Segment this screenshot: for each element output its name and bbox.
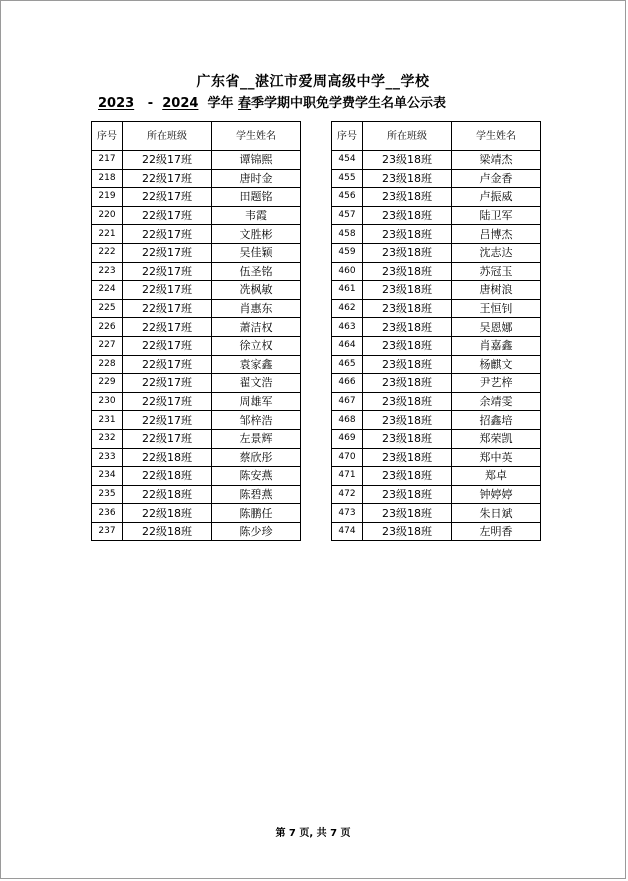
table-row: [92, 299, 301, 318]
student-name-cell: 沈志达: [452, 243, 541, 262]
class-cell: 22级17班: [123, 374, 212, 393]
class-cell: 23级18班: [363, 485, 452, 504]
document-subtitle: [98, 92, 446, 111]
table-row: [332, 522, 541, 541]
table-row: [92, 504, 301, 523]
serial-cell: 226: [92, 318, 123, 337]
header-serial: 序号: [332, 122, 363, 151]
serial-cell: 459: [332, 243, 363, 262]
serial-cell: 467: [332, 392, 363, 411]
serial-cell: 218: [92, 169, 123, 188]
table-row: [92, 374, 301, 393]
class-cell: 23级18班: [363, 188, 452, 207]
year-start: 2023: [98, 96, 135, 111]
student-name-cell: 苏冠玉: [452, 262, 541, 281]
class-cell: 22级18班: [123, 448, 212, 467]
class-cell: 23级18班: [363, 355, 452, 374]
serial-cell: 468: [332, 411, 363, 430]
serial-cell: 457: [332, 206, 363, 225]
student-table-right: [331, 121, 541, 541]
class-cell: 23级18班: [363, 522, 452, 541]
serial-cell: 229: [92, 374, 123, 393]
header-serial: 序号: [92, 122, 123, 151]
table-row: [332, 206, 541, 225]
season: 春: [238, 96, 252, 111]
student-name-cell: 左明香: [452, 522, 541, 541]
table-row: [92, 243, 301, 262]
serial-cell: 454: [332, 151, 363, 170]
table-row: [332, 281, 541, 300]
table-row: [92, 262, 301, 281]
student-name-cell: 周雄军: [212, 392, 301, 411]
student-name-cell: 杨麒文: [452, 355, 541, 374]
class-cell: 22级17班: [123, 188, 212, 207]
table-row: [92, 485, 301, 504]
table-row: [332, 411, 541, 430]
student-name-cell: 文胜彬: [212, 225, 301, 244]
table-row: [332, 448, 541, 467]
table-row: [92, 429, 301, 448]
class-cell: 22级17班: [123, 336, 212, 355]
class-cell: 22级17班: [123, 169, 212, 188]
student-name-cell: 翟文浩: [212, 374, 301, 393]
class-cell: 23级18班: [363, 169, 452, 188]
student-name-cell: 陈碧燕: [212, 485, 301, 504]
table-row: [332, 318, 541, 337]
serial-cell: 227: [92, 336, 123, 355]
class-cell: 22级17班: [123, 429, 212, 448]
student-name-cell: 梁靖杰: [452, 151, 541, 170]
table-row: [332, 188, 541, 207]
table-row: [92, 411, 301, 430]
serial-cell: 470: [332, 448, 363, 467]
class-cell: 23级18班: [363, 336, 452, 355]
student-name-cell: 肖惠东: [212, 299, 301, 318]
table-row: [92, 392, 301, 411]
serial-cell: 461: [332, 281, 363, 300]
serial-cell: 236: [92, 504, 123, 523]
table-row: [332, 374, 541, 393]
table-row: [332, 429, 541, 448]
class-cell: 22级17班: [123, 355, 212, 374]
student-name-cell: 吴佳颖: [212, 243, 301, 262]
table-row: [332, 151, 541, 170]
table-row: [332, 299, 541, 318]
class-cell: 22级18班: [123, 522, 212, 541]
student-name-cell: 郑中英: [452, 448, 541, 467]
table-row: [332, 225, 541, 244]
student-name-cell: 谭锦熙: [212, 151, 301, 170]
student-name-cell: 吴恩娜: [452, 318, 541, 337]
serial-cell: 466: [332, 374, 363, 393]
student-name-cell: 肖嘉鑫: [452, 336, 541, 355]
serial-cell: 224: [92, 281, 123, 300]
student-name-cell: 冼枫敏: [212, 281, 301, 300]
table-header-row: [92, 122, 301, 151]
header-student-name: 学生姓名: [212, 122, 301, 151]
serial-cell: 217: [92, 151, 123, 170]
table-row: [92, 151, 301, 170]
class-cell: 23级18班: [363, 281, 452, 300]
serial-cell: 458: [332, 225, 363, 244]
page-footer: 第 7 页, 共 7 页: [275, 828, 351, 839]
student-name-cell: 郑卓: [452, 467, 541, 486]
serial-cell: 237: [92, 522, 123, 541]
table-row: [332, 243, 541, 262]
header-class: 所在班级: [363, 122, 452, 151]
student-name-cell: 蔡欣彤: [212, 448, 301, 467]
student-name-cell: 左景辉: [212, 429, 301, 448]
class-cell: 22级17班: [123, 411, 212, 430]
student-name-cell: 王恒钊: [452, 299, 541, 318]
student-name-cell: 田题铭: [212, 188, 301, 207]
table-row: [332, 262, 541, 281]
class-cell: 23级18班: [363, 504, 452, 523]
serial-cell: 462: [332, 299, 363, 318]
serial-cell: 231: [92, 411, 123, 430]
class-cell: 23级18班: [363, 392, 452, 411]
table-row: [92, 522, 301, 541]
student-name-cell: 伍圣铭: [212, 262, 301, 281]
table-row: [332, 467, 541, 486]
year-end: 2024: [162, 96, 199, 111]
serial-cell: 463: [332, 318, 363, 337]
class-cell: 23级18班: [363, 206, 452, 225]
subtitle-tail: 季学期中职免学费学生名单公示表: [251, 96, 447, 111]
student-name-cell: 唐树浪: [452, 281, 541, 300]
class-cell: 22级18班: [123, 467, 212, 486]
serial-cell: 225: [92, 299, 123, 318]
class-cell: 23级18班: [363, 299, 452, 318]
table-row: [92, 281, 301, 300]
student-name-cell: 唐时金: [212, 169, 301, 188]
serial-cell: 219: [92, 188, 123, 207]
class-cell: 23级18班: [363, 374, 452, 393]
class-cell: 22级17班: [123, 281, 212, 300]
serial-cell: 469: [332, 429, 363, 448]
student-name-cell: 陈安燕: [212, 467, 301, 486]
class-cell: 23级18班: [363, 411, 452, 430]
table-row: [332, 392, 541, 411]
serial-cell: 222: [92, 243, 123, 262]
class-cell: 23级18班: [363, 151, 452, 170]
student-name-cell: 陈鹏任: [212, 504, 301, 523]
class-cell: 22级17班: [123, 392, 212, 411]
student-name-cell: 邹梓浩: [212, 411, 301, 430]
class-cell: 22级18班: [123, 504, 212, 523]
student-name-cell: 萧洁权: [212, 318, 301, 337]
serial-cell: 455: [332, 169, 363, 188]
student-table-left: [91, 121, 301, 541]
table-row: [92, 336, 301, 355]
table-row: [332, 336, 541, 355]
document-title: 广东省__湛江市爱周高级中学__学校: [196, 74, 430, 90]
student-name-cell: 袁家鑫: [212, 355, 301, 374]
student-name-cell: 陈少珍: [212, 522, 301, 541]
year-dash: -: [147, 96, 154, 111]
table-row: [92, 225, 301, 244]
student-name-cell: 招鑫培: [452, 411, 541, 430]
serial-cell: 228: [92, 355, 123, 374]
table-row: [92, 206, 301, 225]
student-name-cell: 朱日斌: [452, 504, 541, 523]
class-cell: 22级18班: [123, 485, 212, 504]
student-name-cell: 韦霞: [212, 206, 301, 225]
serial-cell: 235: [92, 485, 123, 504]
serial-cell: 472: [332, 485, 363, 504]
class-cell: 23级18班: [363, 225, 452, 244]
class-cell: 22级17班: [123, 299, 212, 318]
student-name-cell: 郑荣凯: [452, 429, 541, 448]
student-name-cell: 余靖雯: [452, 392, 541, 411]
table-row: [332, 504, 541, 523]
class-cell: 22级17班: [123, 318, 212, 337]
serial-cell: 232: [92, 429, 123, 448]
table-row: [92, 467, 301, 486]
serial-cell: 223: [92, 262, 123, 281]
serial-cell: 220: [92, 206, 123, 225]
table-row: [92, 318, 301, 337]
student-name-cell: 吕博杰: [452, 225, 541, 244]
table-row: [92, 169, 301, 188]
serial-cell: 230: [92, 392, 123, 411]
table-row: [92, 448, 301, 467]
serial-cell: 233: [92, 448, 123, 467]
class-cell: 22级17班: [123, 243, 212, 262]
serial-cell: 456: [332, 188, 363, 207]
student-name-cell: 徐立权: [212, 336, 301, 355]
class-cell: 23级18班: [363, 467, 452, 486]
student-name-cell: 陆卫军: [452, 206, 541, 225]
student-name-cell: 尹艺梓: [452, 374, 541, 393]
header-class: 所在班级: [123, 122, 212, 151]
student-name-cell: 卢金香: [452, 169, 541, 188]
student-name-cell: 卢振威: [452, 188, 541, 207]
class-cell: 23级18班: [363, 262, 452, 281]
serial-cell: 474: [332, 522, 363, 541]
header-student-name: 学生姓名: [452, 122, 541, 151]
table-row: [92, 355, 301, 374]
class-cell: 23级18班: [363, 429, 452, 448]
class-cell: 23级18班: [363, 318, 452, 337]
class-cell: 22级17班: [123, 206, 212, 225]
serial-cell: 221: [92, 225, 123, 244]
class-cell: 23级18班: [363, 243, 452, 262]
class-cell: 22级17班: [123, 151, 212, 170]
serial-cell: 473: [332, 504, 363, 523]
serial-cell: 460: [332, 262, 363, 281]
class-cell: 23级18班: [363, 448, 452, 467]
table-row: [332, 169, 541, 188]
table-row: [332, 485, 541, 504]
table-header-row: [332, 122, 541, 151]
class-cell: 22级17班: [123, 262, 212, 281]
student-name-cell: 钟婷婷: [452, 485, 541, 504]
school-year-label: 学年: [207, 96, 234, 111]
serial-cell: 234: [92, 467, 123, 486]
class-cell: 22级17班: [123, 225, 212, 244]
serial-cell: 471: [332, 467, 363, 486]
table-row: [332, 355, 541, 374]
serial-cell: 464: [332, 336, 363, 355]
table-row: [92, 188, 301, 207]
serial-cell: 465: [332, 355, 363, 374]
